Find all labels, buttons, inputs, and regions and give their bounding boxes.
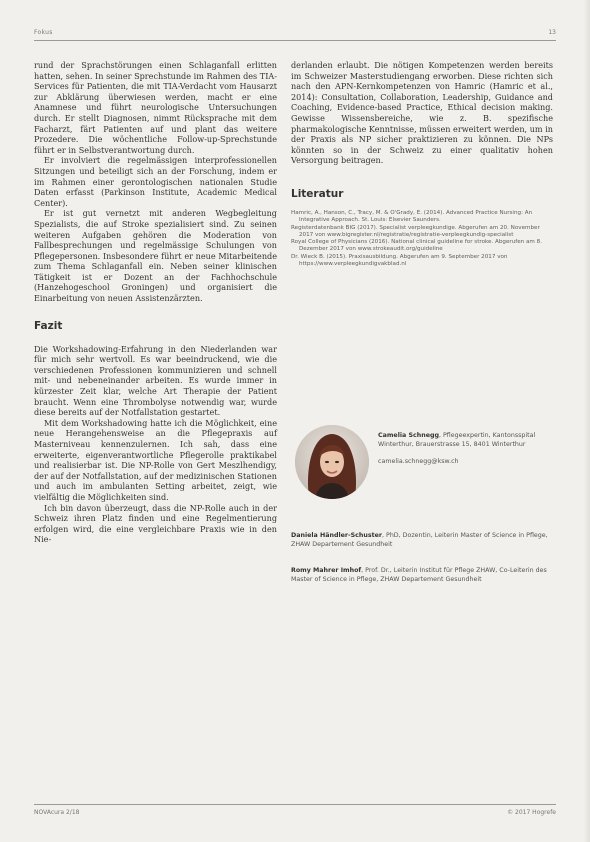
page-number: 13 <box>548 29 556 36</box>
author-affiliation: , Pflegeexpertin, Kantonsspital Winterthur, Brauerstrasse 15, 8401 Winterthur <box>378 432 536 448</box>
body-paragraph: Ich bin davon überzeugt, dass die NP-Rolle auch in der Schweiz ihren Platz finden und eine Regelmentierung erfolgen wird, die eine vergleichbare Praxis wie in den Nie- <box>34 502 277 545</box>
literatur-heading: Literatur <box>291 187 344 200</box>
page-footer <box>34 804 556 816</box>
author-photo <box>295 425 369 499</box>
left-column <box>34 60 277 545</box>
body-paragraph: Er involviert die regelmässigen interprofessionellen Sitzungen und beteiligt sich an der Forschung, indem er im Rahmen einer gerontologischen nationalen Studie Daten erfasst (Parkinson Institute, Academic Medical Center). <box>34 155 277 208</box>
running-head <box>34 28 556 41</box>
author-bio-3 <box>291 567 553 585</box>
fazit-heading: Fazit <box>34 319 63 332</box>
journal-issue: NOVAcura 2/18 <box>34 809 80 816</box>
portrait-image <box>295 425 369 499</box>
right-column <box>291 60 553 268</box>
author-bio-2 <box>291 532 553 550</box>
author-name: Daniela Händler-Schuster <box>291 532 383 539</box>
section-label: Fokus <box>34 29 53 36</box>
author-name: Camelia Schnegg <box>378 432 439 439</box>
reference-item: Registerdatenbank BIG (2017). Specialist verpleegkundige. Abgerufen am 20. November 2017 von www.bigregister.nl/registratie/registratie-verpleegkundig-specialist <box>291 224 540 238</box>
copyright: © 2017 Hogrefe <box>507 809 556 816</box>
author-affiliation: , PhD, Dozentin, Leiterin Master of Science in Pflege, ZHAW Departement Gesundheit <box>291 532 548 548</box>
reference-list <box>291 210 553 268</box>
reference-item: Royal College of Physicians (2016). National clinical guideline for stroke. Abgerufen am 8. Dezember 2017 von www.strokeaudit.org/guideline <box>291 239 542 253</box>
scan-edge <box>584 0 590 842</box>
author-name: Romy Mahrer Imhof <box>291 567 362 574</box>
body-paragraph: Die Workshadowing-Erfahrung in den Niederlanden war für mich sehr wertvoll. Es war beeindruckend, wie die verschiedenen Professionen kommunizieren und schnell mit- und nebeneinander arbeiten. Es wurde immer in kürzester Zeit klar, welche Art Therapie der Patient braucht. Wenn eine Thrombolyse notwendig war, wurde diese bereits auf der Notfallstation gestartet. <box>34 343 277 418</box>
body-paragraph: Mit dem Workshadowing hatte ich die Möglichkeit, eine neue Herangehensweise an die Pflegepraxis auf Masterniveau kennenzulernen. Ich sah, dass eine erweiterte, eigenverantwortliche Pflegerolle praktikabel und realisierbar ist. Die NP-Rolle von Gert Meszlhendigy, der auf der Notfallstation, auf der medizinischen Stationen und auch im ambulanten Setting arbeitet, zeigt, wie vielfältig die Möglichkeiten sind. <box>34 417 277 502</box>
reference-item: Dr. Wieck B. (2015). Praxisausbildung. Abgerufen am 9. September 2017 von https://www.verpleegkundigvakblad.nl <box>291 253 508 268</box>
author-affiliation: , Prof. Dr., Leiterin Institut für Pflege ZHAW, Co-Leiterin des Master of Science in Pflege, ZHAW Departement Gesundheit <box>291 567 547 583</box>
author-email[interactable]: camelia.schnegg@ksw.ch <box>378 457 459 465</box>
author-bio-1 <box>378 432 552 466</box>
body-paragraph: Er ist gut vernetzt mit anderen Wegbegleitung Spezialists, die auf Stroke spezialisiert sind. Zu seinen weiteren Aufgaben gehören die Moderation von Fallbesprechungen und regelmässige Schulungen von Pflegepersonen. Insbesondere führt er neue Mitarbeitende zum Thema Schlaganfall ein. Neben seiner klinischen Tätigkeit ist er Dozent an der Fachhochschule (Hanzehogeschool Groningen) und organisiert die Einarbeitung von neuen Assistenzärzten. <box>34 208 277 304</box>
reference-item: Hamric, A., Hanson, C., Tracy, M. & O'Grady, E. (2014). Advanced Practice Nursing: An Integrative Approach. St. Louis: Elsevier Saunders. <box>291 209 533 224</box>
body-paragraph: derlanden erlaubt. Die nötigen Kompetenzen werden bereits im Schweizer Masterstudiengang erworben. Diese richten sich nach den APN-Kernkompetenzen von Hamric (Hamric et al., 2014): Consultation, Collaboration, Leadership, Guidance and Coaching, Evidence-based Practice, Ethical decision making. Gewisse Wissensbereiche, wie z. B. spezifische pharmakologische Kenntnisse, müssen erweitert werden, um in der Praxis als NP sicher praktizieren zu können. Die NPs könnten so in der Schweiz zu einer qualitativ hohen Versorgung beitragen. <box>291 60 553 166</box>
body-paragraph: rund der Sprachstörungen einen Schlaganfall erlitten hatten, sehen. In seiner Sprechstunde im Rahmen des TIA-Services für Patienten, die mit TIA-Verdacht vom Hausarzt zur Abklärung überwiesen werden, macht er eine Anamnese und führt neurologische Untersuchungen durch. Er stellt Diagnosen, nimmt Rücksprache mit dem Facharzt, färt Patienten auf und plant das weitere Prozedere. Die wöchentliche Follow-up-Sprechstunde führt er in Selbstverantwortung durch. <box>34 60 277 155</box>
